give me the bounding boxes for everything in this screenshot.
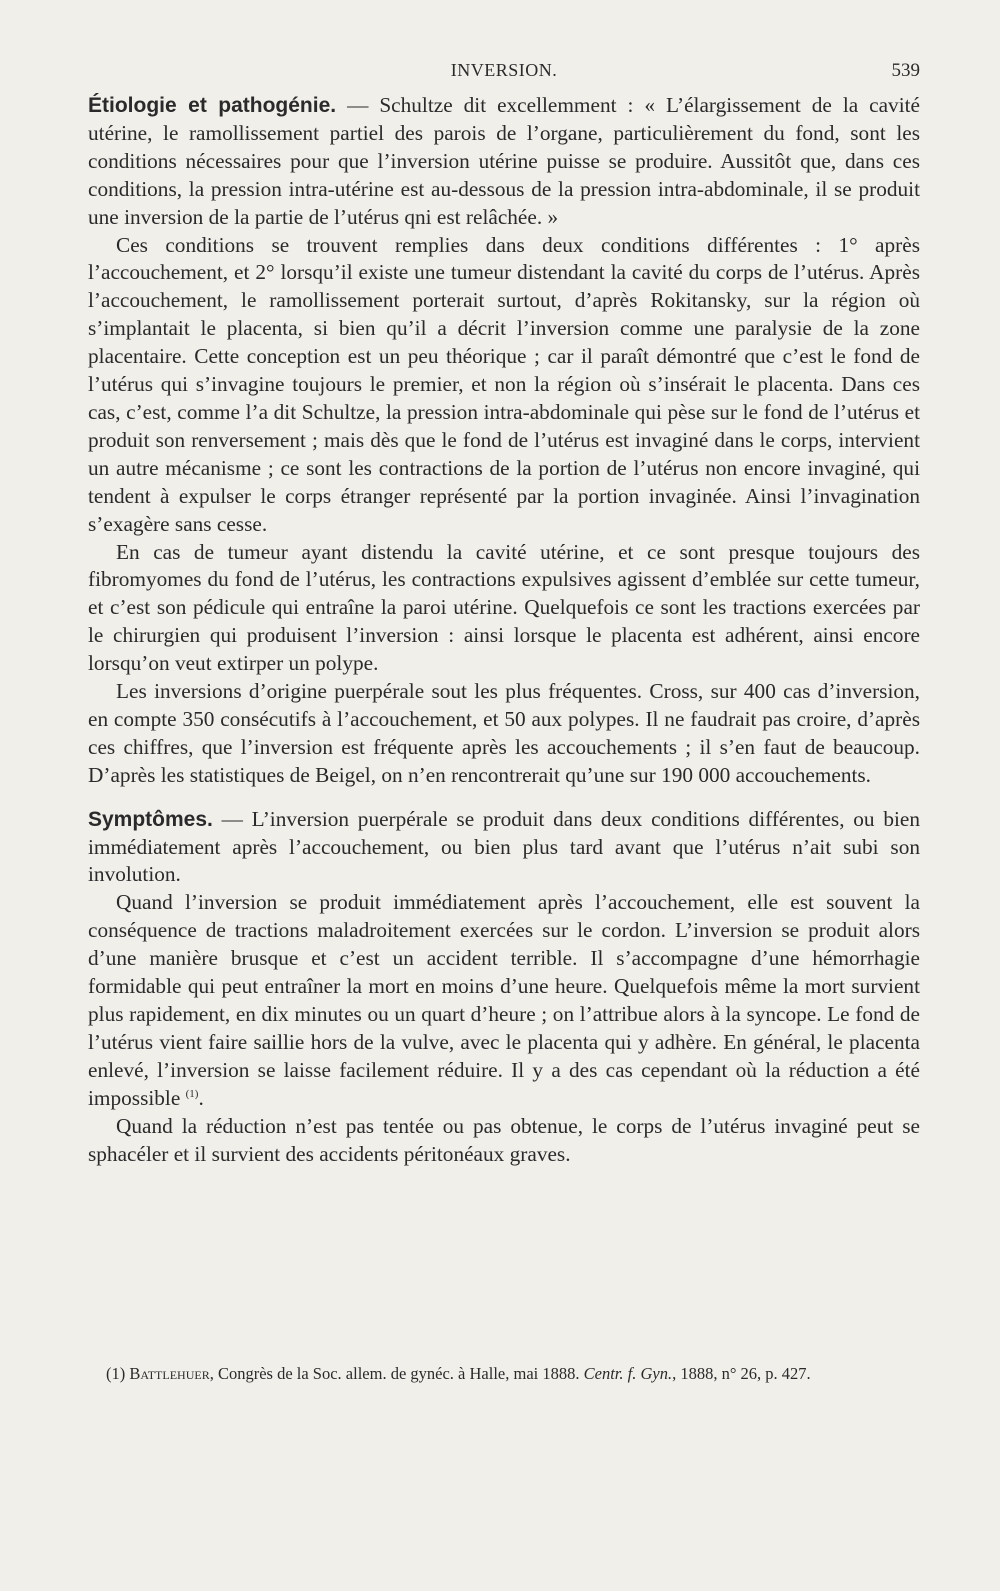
paragraph-text: — L’inversion puerpérale se produit dans deux conditions différentes, ou bien immédiatement après l’accouchement, ou bien plus tard avant que l’utérus n’ait subi son involution. (88, 806, 920, 887)
footnote-author: Battlehuer (129, 1364, 210, 1383)
symptomes-paragraph-3: Quand la réduction n’est pas tentée ou pas obtenue, le corps de l’utérus invaginé peut se sphacéler et il survient des accidents péritonéaux graves. (88, 1113, 920, 1166)
footnote-reference[interactable]: (1) (185, 1087, 199, 1100)
etiologie-paragraph-1 (88, 92, 920, 232)
etiologie-paragraph-4: Les inversions d’origine puerpérale sout les plus fréquentes. Cross, sur 400 cas d’inversion, en compte 350 consécutifs à l’accouchement, et 50 aux polypes. Il ne faudrait pas croire, d’après ces chiffres, que l’inversion est fréquente après les accouchements ; il s’en faut de beaucoup. D’après les statistiques de Beigel, on n’en rencontrerait qu’une sur 190 000 accouchements. (88, 679, 920, 787)
paragraph-text: — Schultze dit excellemment : « L’élargissement de la cavité utérine, le ramollissement partiel des parois de l’organe, particulièrement du fond, sont les conditions nécessaires pour que l’inversion utérine puisse se produire. Aussitôt que, dans ces conditions, la pression intra-utérine est au-dessous de la pression intra-abdominale, il se produit une inversion de la partie de l’utérus qni est relâchée. » (88, 93, 920, 229)
footnote-journal: Centr. f. Gyn. (583, 1364, 673, 1383)
etiologie-paragraph-3: En cas de tumeur ayant distendu la cavité utérine, et ce sont presque toujours des fibromyomes du fond de l’utérus, les contractions expulsives agissent d’emblée sur cette tumeur, et c’est son pédicule qui entraîne la paroi utérine. Quelquefois ce sont les tractions exercées par le chirurgien qui produisent l’inversion : ainsi lorsque le placenta est adhérent, ainsi encore lorsqu’on veut extirper un polype. (88, 539, 920, 676)
page-header (88, 58, 920, 86)
footnote-text: , Congrès de la Soc. allem. de gynéc. à Halle, mai 1888. (209, 1364, 584, 1383)
section-heading-etiologie: Étiologie et pathogénie. (88, 94, 337, 117)
section-heading-symptomes: Symptômes. (88, 807, 213, 831)
footnote-text-end: , 1888, n° 26, p. 427. (672, 1364, 811, 1383)
paragraph-text: Quand l’inversion se produit immédiatement après l’accouchement, elle est souvent la conséquence de tractions maladroitement exercées sur le cordon. L’inversion se produit alors d’une manière brusque et c’est un accident terrible. Il s’accompagne d’une hémorrhagie formidable qui peut entraîner la mort en moins d’une heure. Quelquefois même la mort survient plus rapidement, en dix minutes ou un quart d’heure ; on l’attribue alors à la syncope. Le fond de l’utérus vient faire saillie hors de la vulve, avec le placenta qui y adhère. En général, le placenta enlevé, l’inversion se laisse facilement réduire. Il y a des cas cependant où la réduction a été impossible (88, 890, 920, 1110)
page-number: 539 (891, 60, 920, 81)
running-title: INVERSION. (450, 60, 558, 80)
symptomes-paragraph-2 (88, 889, 920, 1112)
etiologie-paragraph-2: Ces conditions se trouvent remplies dans deux conditions différentes : 1° après l’accouchement, et 2° lorsqu’il existe une tumeur distendant la cavité du corps de l’utérus. Après l’accouchement, le ramollissement porterait surtout, d’après Rokitansky, sur la région où s’implantait le placenta, si bien qu’il a décrit l’inversion comme une paralysie de la zone placentaire. Cette conception est un peu théorique ; car il paraît démontré que c’est le fond de l’utérus qui s’invagine toujours le premier, et non la région où s’insérait le placenta. Dans ces cas, c’est, comme l’a dit Schultze, la pression intra-abdominale qui pèse sur le fond de l’utérus et produit son renversement ; mais dès que le fond de l’utérus est invaginé dans le corps, intervient un autre mécanisme ; ce sont les contractions de la portion de l’utérus non encore invaginé, qui tendent à expulser le corps étranger représenté par la portion invaginée. Ainsi l’invagination s’exagère sans cesse. (88, 232, 920, 536)
paragraph-end: . (198, 1085, 204, 1110)
symptomes-paragraph-1 (88, 806, 920, 890)
footnote-marker: (1) (106, 1364, 126, 1383)
footnote (88, 1362, 920, 1385)
body-text (88, 92, 920, 1168)
section-gap (88, 790, 920, 806)
